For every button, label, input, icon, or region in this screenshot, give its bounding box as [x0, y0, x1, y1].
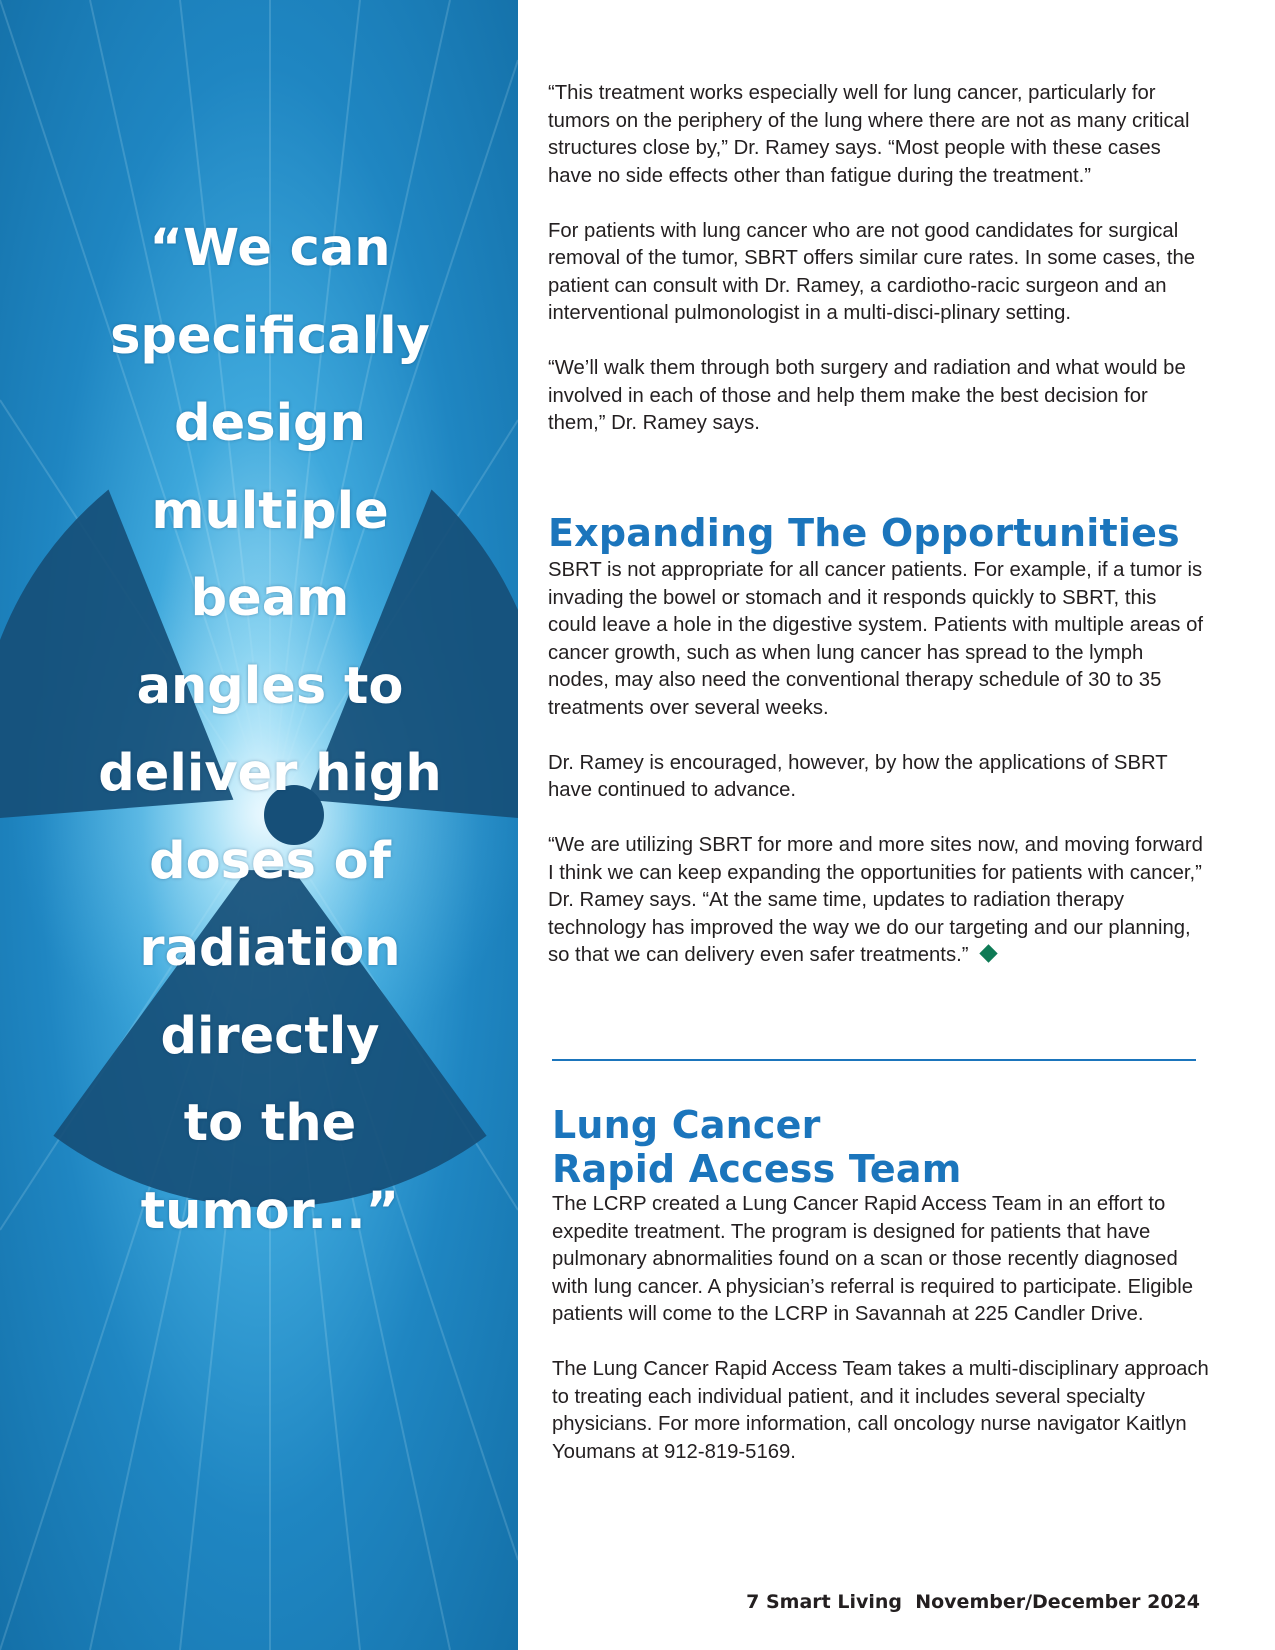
- pull-quote-line: design: [174, 394, 366, 453]
- pull-quote-line: doses of: [149, 831, 391, 891]
- pull-quote-line: deliver high: [98, 744, 442, 803]
- section-heading-lung-cancer: [552, 1103, 962, 1191]
- paragraph-final: [548, 832, 1208, 970]
- pull-quote-line: angles to: [136, 656, 404, 716]
- section-divider: [552, 1059, 1196, 1061]
- pull-quote-line: specifically: [110, 306, 430, 366]
- paragraph: Dr. Ramey is encouraged, however, by how the applications of SBRT have continued to advance.: [548, 751, 1168, 801]
- pull-quote-line: “We can: [149, 219, 391, 278]
- article-intro: [548, 80, 1208, 465]
- pull-quote-line: tumor...”: [140, 1181, 400, 1241]
- heading-line: Rapid Access Team: [552, 1147, 962, 1191]
- pull-quote-line: radiation: [139, 919, 401, 978]
- pull-quote-line: beam: [190, 569, 350, 628]
- diamond-icon: [980, 944, 998, 962]
- paragraph: The LCRP created a Lung Cancer Rapid Access Team in an effort to expedite treatment. The program is designed for patients that have pulmonary abnormalities found on a scan or those recently diagnosed with lung cancer. A physician’s referral is required to participate. Eligible patients will come to the LCRP in Savannah at 225 Candler Drive.: [552, 1193, 1194, 1325]
- pull-quote-line: directly: [160, 1006, 380, 1066]
- decorative-image-panel: [0, 0, 518, 1650]
- heading-line: Lung Cancer: [552, 1103, 821, 1147]
- paragraph: SBRT is not appropriate for all cancer patients. For example, if a tumor is invading the bowel or stomach and it responds quickly to SBRT, this could leave a hole in the digestive system. Patients with multiple areas of cancer growth, such as when lung cancer has spread to the lymph nodes, may also need the conventional therapy schedule of 30 to 35 treatments over several weeks.: [548, 559, 1203, 719]
- article-section-lung-cancer: [552, 1191, 1212, 1494]
- paragraph: For patients with lung cancer who are not good candidates for surgical removal of the tumor, SBRT offers similar cure rates. In some cases, the patient can consult with Dr. Ramey, a cardiotho-racic surgeon and an interventional pulmonologist in a multi-disci-plinary setting.: [548, 219, 1196, 324]
- pull-quote: [0, 205, 518, 1255]
- article-section-expanding: [548, 557, 1208, 997]
- paragraph: The Lung Cancer Rapid Access Team takes a multi-disciplinary approach to treating each individual patient, and it includes several specialty physicians. For more information, call oncology nurse navigator Kaitlyn Youmans at 912-819-5169.: [552, 1358, 1209, 1463]
- pull-quote-line: to the: [183, 1094, 357, 1153]
- paragraph: “This treatment works especially well for lung cancer, particularly for tumors on the periphery of the lung where there are not as many critical structures close by,” Dr. Ramey says. “Most people with these cases have no side effects other than fatigue during the treatment.”: [548, 82, 1190, 187]
- paragraph-text: “We are utilizing SBRT for more and more sites now, and moving forward I think we can keep expanding the opportunities for patients with cancer,” Dr. Ramey says. “At the same time, updates to radiation therapy technology has improved the way we do our targeting and our planning, so that we can delivery even safer treatments.”: [548, 834, 1203, 966]
- section-heading-expanding: Expanding The Opportunities: [548, 511, 1180, 555]
- pull-quote-line: multiple: [151, 481, 389, 541]
- page-footer: 7 Smart Living November/December 2024: [746, 1591, 1200, 1613]
- paragraph: “We’ll walk them through both surgery and radiation and what would be involved in each of those and help them make the best decision for them,” Dr. Ramey says.: [548, 357, 1186, 434]
